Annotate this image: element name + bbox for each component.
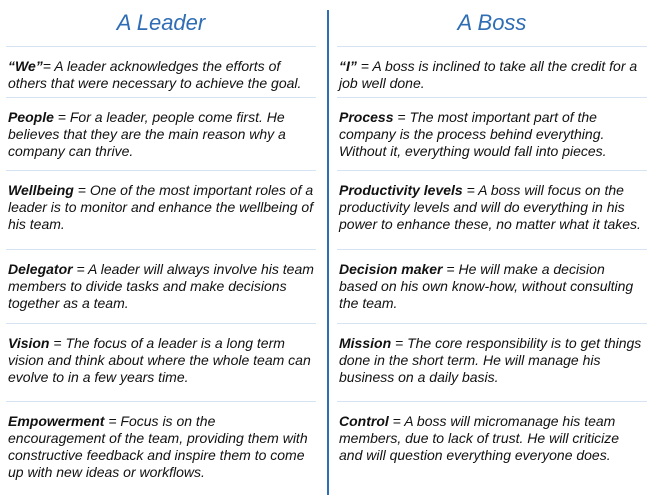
leader-row-vision xyxy=(6,324,316,402)
row-text: = A leader acknowledges the efforts of others that were necessary to achieve the goal. xyxy=(8,58,302,91)
row-term: Vision xyxy=(8,335,50,351)
boss-row-decision-maker xyxy=(337,250,647,324)
leader-row-empowerment xyxy=(6,402,316,494)
leader-row-wellbeing xyxy=(6,171,316,250)
row-text: = The core responsibility is to get things done in the short term. He will manage his business on a daily basis. xyxy=(339,335,642,385)
leader-heading: A Leader xyxy=(6,0,316,47)
row-term: People xyxy=(8,109,54,125)
row-term: “I” xyxy=(339,58,357,74)
boss-row-process xyxy=(337,98,647,171)
row-term: Productivity levels xyxy=(339,182,463,198)
row-text: = He will make a decision based on his own know-how, without consulting the team. xyxy=(339,261,634,311)
row-text: = The focus of a leader is a long term vision and think about where the whole team can evolve to in a few years time. xyxy=(8,335,311,385)
leader-row-people xyxy=(6,98,316,171)
row-term: Control xyxy=(339,413,389,429)
leader-row-delegator xyxy=(6,250,316,324)
boss-column xyxy=(337,0,647,494)
row-text: = A boss is inclined to take all the credit for a job well done. xyxy=(339,58,638,91)
row-term: Process xyxy=(339,109,394,125)
row-text: = A leader will always involve his team members to divide tasks and make decisions together as a team. xyxy=(8,261,314,311)
boss-row-i xyxy=(337,47,647,98)
boss-row-mission xyxy=(337,324,647,402)
row-text: = A boss will micromanage his team members, due to lack of trust. He will criticize and will question everything everyone does. xyxy=(339,413,620,463)
row-term: Wellbeing xyxy=(8,182,74,198)
row-text: = Focus is on the encouragement of the team, providing them with constructive feedback and inspire them to come up with new ideas or workflows. xyxy=(8,413,308,480)
row-text: = The most important part of the company is the process behind everything. Without it, everything would fall into pieces. xyxy=(339,109,607,159)
row-term: “We” xyxy=(8,58,43,74)
row-term: Empowerment xyxy=(8,413,105,429)
row-text: = For a leader, people come first. He believes that they are the main reason why a company can thrive. xyxy=(8,109,286,159)
row-text: = One of the most important roles of a leader is to monitor and enhance the wellbeing of his team. xyxy=(8,182,314,232)
column-divider xyxy=(327,10,329,495)
row-text: = A boss will focus on the productivity levels and will do everything in his power to enhance these, no matter what it takes. xyxy=(339,182,641,232)
leader-row-we xyxy=(6,47,316,98)
boss-row-productivity xyxy=(337,171,647,250)
boss-heading: A Boss xyxy=(337,0,647,47)
boss-row-control xyxy=(337,402,647,494)
leader-column xyxy=(6,0,316,494)
row-term: Decision maker xyxy=(339,261,443,277)
row-term: Delegator xyxy=(8,261,73,277)
row-term: Mission xyxy=(339,335,392,351)
